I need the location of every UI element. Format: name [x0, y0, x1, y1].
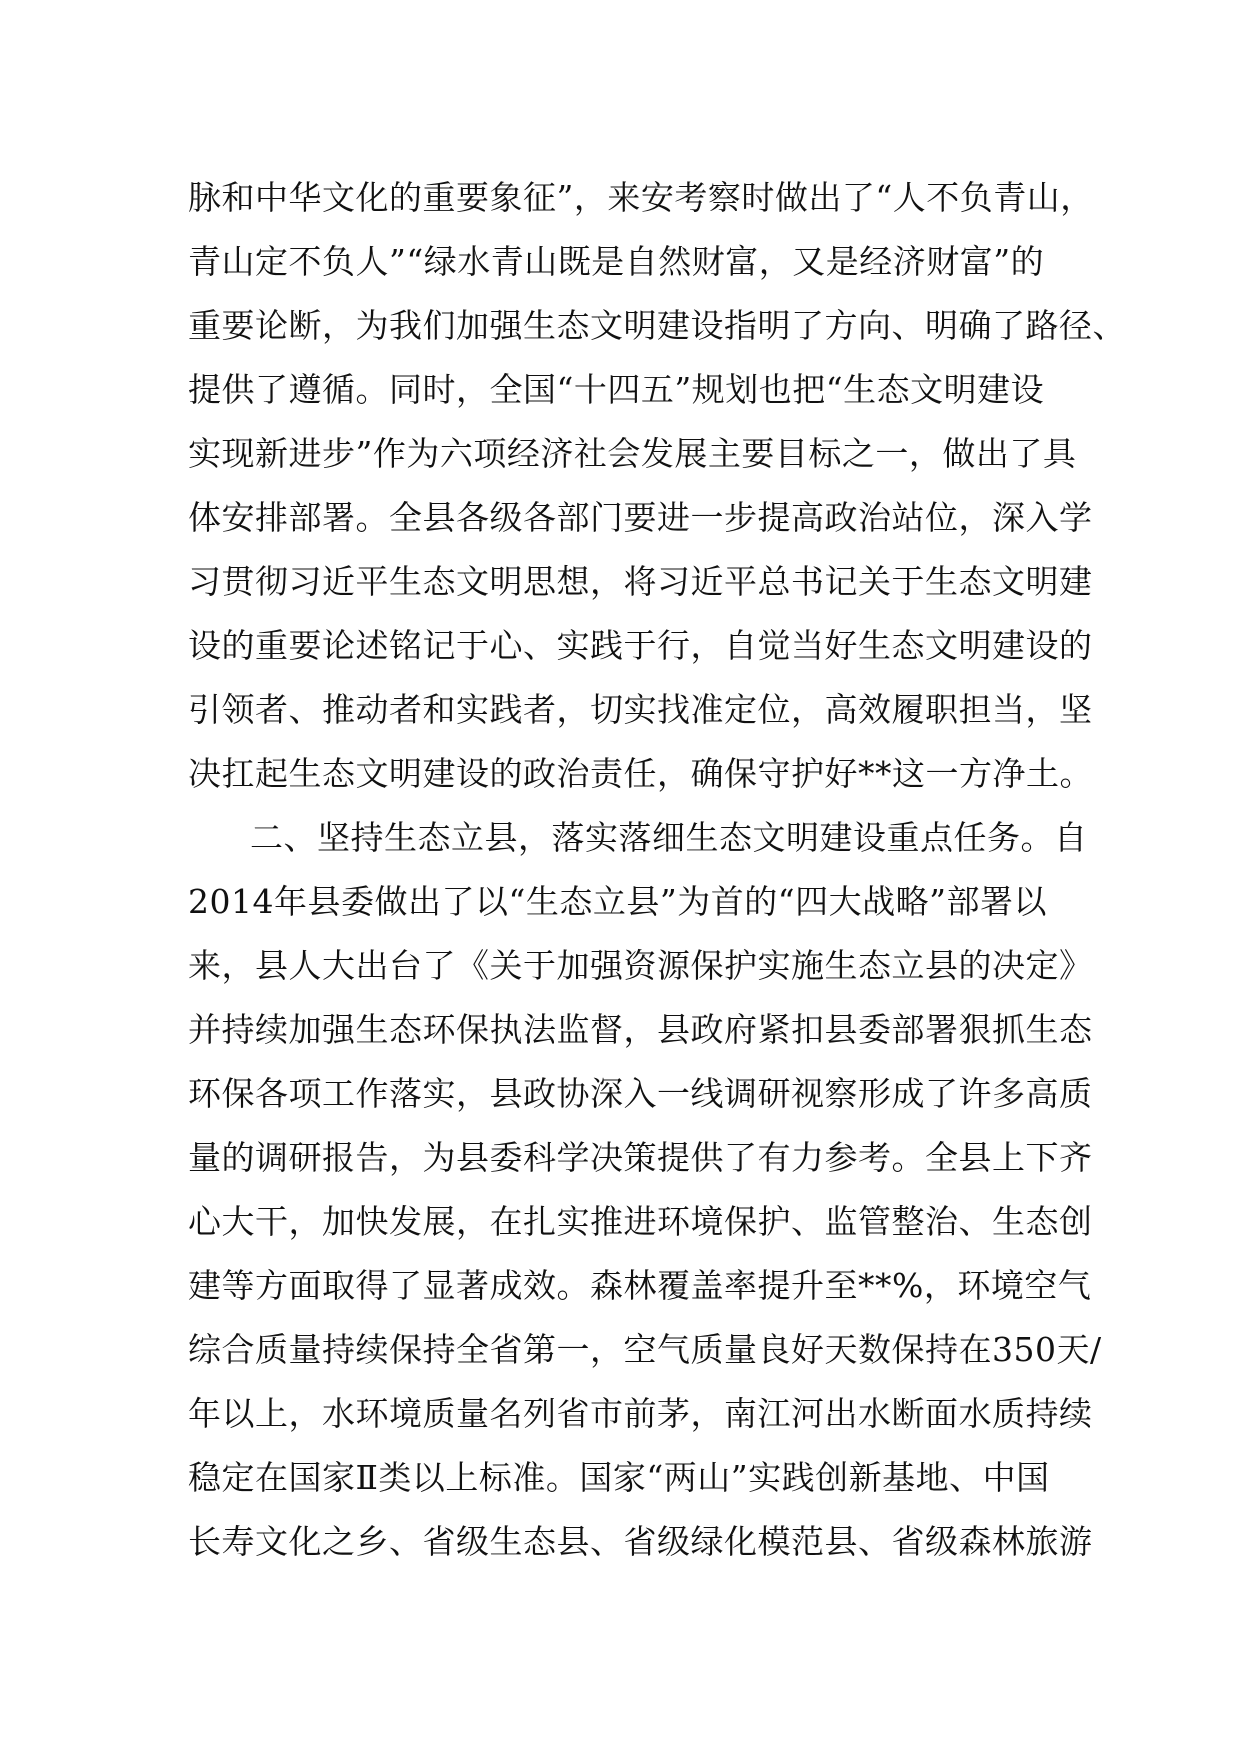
text-line: 青山定不负人”“绿水青山既是自然财富，又是经济财富”的 [188, 242, 1045, 281]
text-line: 重要论断，为我们加强生态文明建设指明了方向、明确了路径、 [188, 306, 1126, 345]
body-text [188, 166, 1126, 1574]
text-line: 并持续加强生态环保执法监督，县政府紧扣县委部署狠抓生态 [188, 1010, 1093, 1049]
text-line: 量的调研报告，为县委科学决策提供了有力参考。全县上下齐 [188, 1138, 1093, 1177]
text-line: 习贯彻习近平生态文明思想，将习近平总书记关于生态文明建 [188, 562, 1093, 601]
text-line: 决扛起生态文明建设的政治责任，确保守护好**这一方净土。 [188, 754, 1093, 793]
text-line: 来，县人大出台了《关于加强资源保护实施生态立县的决定》 [188, 946, 1093, 985]
text-line: 提供了遵循。同时，全国“十四五”规划也把“生态文明建设 [188, 370, 1045, 409]
text-line: 综合质量持续保持全省第一，空气质量良好天数保持在350天/ [188, 1330, 1102, 1369]
text-line: 环保各项工作落实，县政协深入一线调研视察形成了许多高质 [188, 1074, 1093, 1113]
text-line: 体安排部署。全县各级各部门要进一步提高政治站位，深入学 [188, 498, 1093, 537]
text-line: 建等方面取得了显著成效。森林覆盖率提升至**%，环境空气 [188, 1266, 1092, 1305]
text-line: 年以上，水环境质量名列省市前茅，南江河出水断面水质持续 [188, 1394, 1093, 1433]
text-line: 设的重要论述铭记于心、实践于行，自觉当好生态文明建设的 [188, 626, 1093, 665]
text-line: 引领者、推动者和实践者，切实找准定位，高效履职担当，坚 [188, 690, 1093, 729]
text-line: 2014年县委做出了以“生态立县”为首的“四大战略”部署以 [188, 882, 1047, 921]
text-line: 脉和中华文化的重要象征”，来安考察时做出了“人不负青山， [188, 178, 1094, 217]
text-line: 实现新进步”作为六项经济社会发展主要目标之一，做出了具 [188, 434, 1077, 473]
section-heading-line: 二、坚持生态立县，落实落细生态文明建设重点任务。自 [250, 818, 1088, 857]
text-line: 心大干，加快发展，在扎实推进环境保护、监管整治、生态创 [188, 1202, 1093, 1241]
text-line: 长寿文化之乡、省级生态县、省级绿化模范县、省级森林旅游 [188, 1522, 1093, 1561]
text-line: 稳定在国家Ⅱ类以上标准。国家“两山”实践创新基地、中国 [188, 1458, 1050, 1497]
